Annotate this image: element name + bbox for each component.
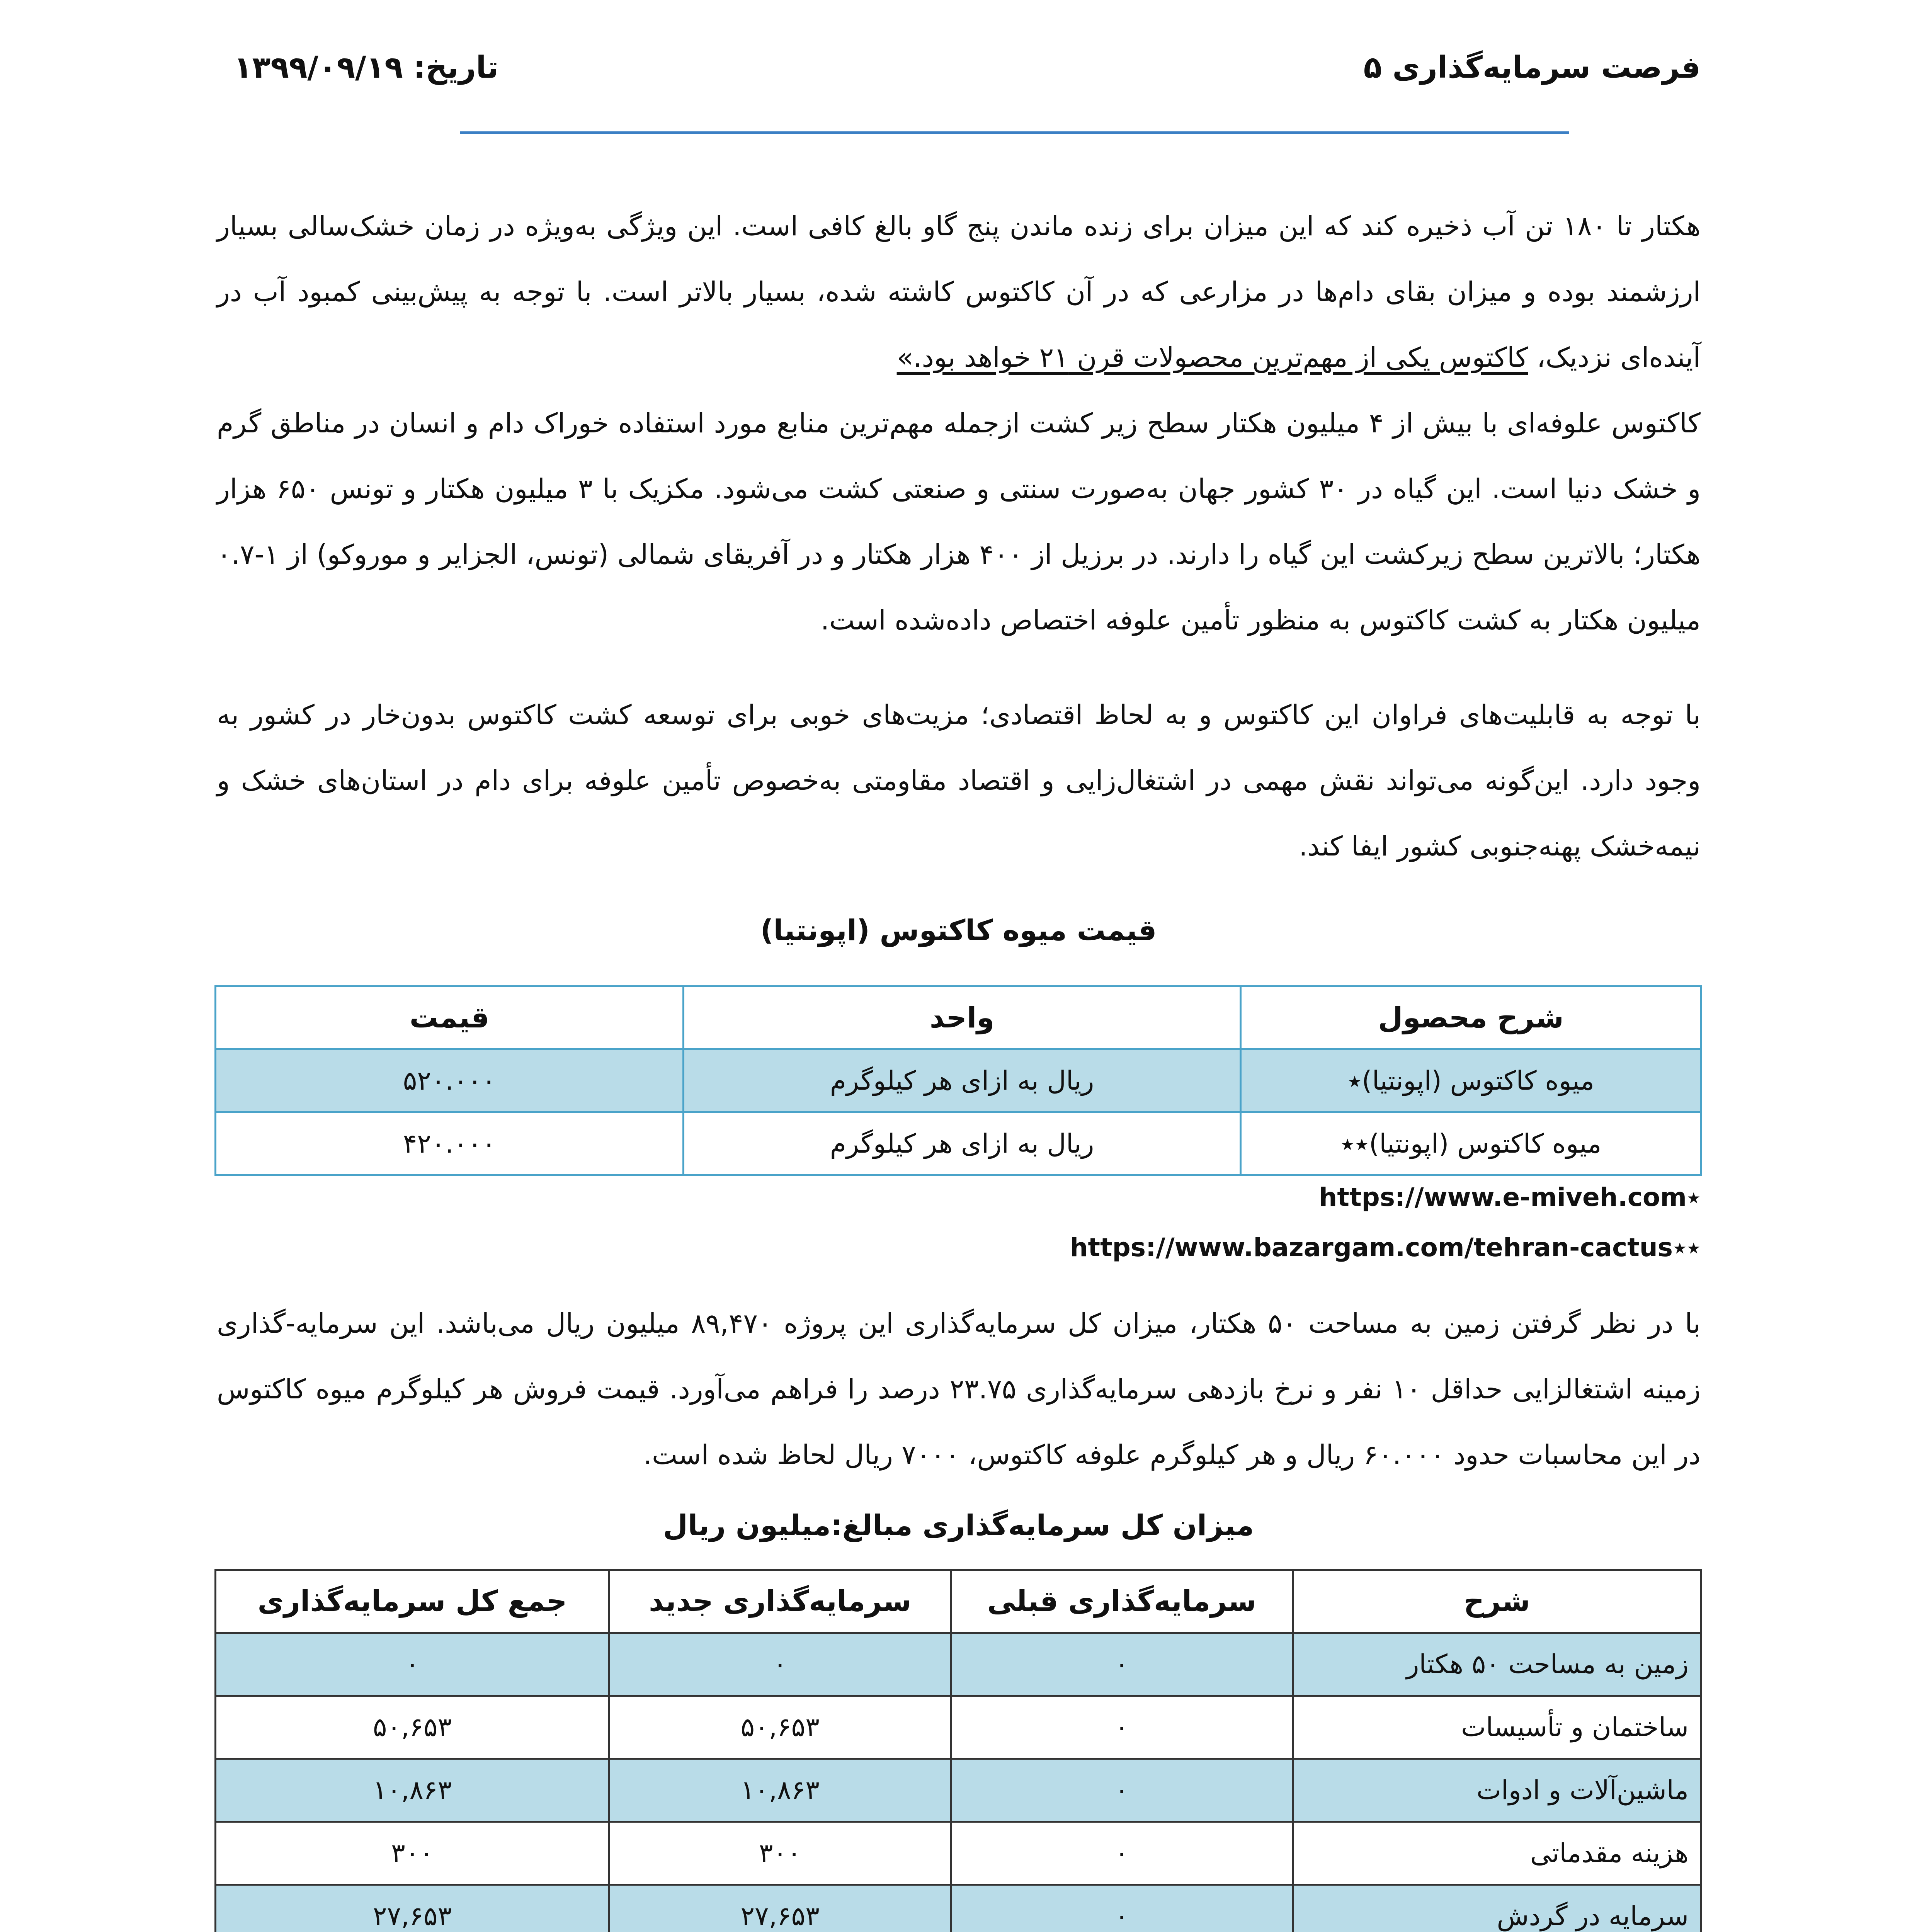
table-row — [216, 1696, 1701, 1759]
table-header-cell: قیمت — [216, 986, 684, 1049]
source-link-1[interactable]: https://www.e-miveh.com٭ — [1319, 1182, 1701, 1212]
table-cell: ۱۰,۸۶۳ — [216, 1759, 609, 1822]
table-cell: میوه کاکتوس (اپونتیا)٭ — [1241, 1049, 1701, 1112]
table-cell: ریال به ازای هر کیلوگرم — [684, 1049, 1241, 1112]
table-cell: ۰ — [951, 1633, 1293, 1696]
table-header-cell: جمع کل سرمایه‌گذاری — [216, 1570, 609, 1633]
price-table-caption: قیمت میوه کاکتوس (اپونتیا) — [760, 914, 1157, 947]
table-cell: ساختمان و تأسیسات — [1293, 1696, 1701, 1759]
table-cell: ۰ — [609, 1633, 951, 1696]
investment-table — [214, 1569, 1702, 1932]
table-cell: ۵۰,۶۵۳ — [609, 1696, 951, 1759]
table-cell: سرمایه در گردش — [1293, 1885, 1701, 1932]
document-date: تاریخ: ۱۳۹۹/۰۹/۱۹ — [234, 50, 499, 85]
price-table — [214, 985, 1702, 1176]
table-cell: ۵۰,۶۵۳ — [216, 1696, 609, 1759]
table-row — [216, 1759, 1701, 1822]
table-header-row — [216, 986, 1701, 1049]
paragraph-text: هکتار تا ۱۸۰ تن آب ذخیره کند که این میزان برای زنده ماندن پنج گاو بالغ کافی است. این ویژگی به‌ویژه در زمان خشک‌سالی بسیار ارزشمند بوده و میزان بقای دام‌ها در مزارعی که در آن کاکتوس کاشته شده، بسیار بالاتر است. با توجه به پیش‌بینی کمبود آب در آینده‌ای نزدیک، — [217, 210, 1701, 373]
table-header-cell: سرمایه‌گذاری قبلی — [951, 1570, 1293, 1633]
table-header-row — [216, 1570, 1701, 1633]
source-link-2[interactable]: https://www.bazargam.com/tehran-cactus٭٭ — [1070, 1233, 1701, 1262]
table-row — [216, 1822, 1701, 1885]
table-cell: ۰ — [951, 1759, 1293, 1822]
paragraph-economic-advantages: با توجه به قابلیت‌های فراوان این کاکتوس و به لحاظ اقتصادی؛ مزیت‌های خوبی برای توسعه کشت کاکتوس بدون‌خار در کشور به وجود دارد. این‌گونه می‌تواند نقش مهمی در اشتغال‌زایی و اقتصاد مقاومتی به‌خصوص تأمین علوفه برای دام در استان‌های خشک و نیمه‌خشک پهنه‌جنوبی کشور ایفا کند. — [217, 699, 1701, 862]
underlined-quote: کاکتوس یکی از مهم‌ترین محصولات قرن ۲۱ خواهد بود.» — [896, 342, 1528, 373]
table-row — [216, 1049, 1701, 1112]
table-cell: هزینه مقدماتی — [1293, 1822, 1701, 1885]
table-cell: ماشین‌آلات و ادوات — [1293, 1759, 1701, 1822]
table-cell: ۱۰,۸۶۳ — [609, 1759, 951, 1822]
investment-table-caption: میزان کل سرمایه‌گذاری مبالغ:میلیون ریال — [663, 1509, 1254, 1542]
table-cell: ۰ — [951, 1885, 1293, 1932]
table-cell: ۰ — [951, 1696, 1293, 1759]
document-title: فرصت سرمایه‌گذاری ۵ — [1363, 50, 1701, 85]
table-header-cell: شرح محصول — [1241, 986, 1701, 1049]
table-cell: ریال به ازای هر کیلوگرم — [684, 1112, 1241, 1175]
table-cell: میوه کاکتوس (اپونتیا)٭٭ — [1241, 1112, 1701, 1175]
table-cell: ۴۲۰.۰۰۰ — [216, 1112, 684, 1175]
table-row — [216, 1885, 1701, 1932]
table-cell: ۰ — [951, 1822, 1293, 1885]
table-header-cell: واحد — [684, 986, 1241, 1049]
table-cell: ۲۷,۶۵۳ — [216, 1885, 609, 1932]
paragraph-forage-cactus: کاکتوس علوفه‌ای با بیش از ۴ میلیون هکتار سطح زیر کشت ازجمله مهم‌ترین منابع مورد استفاده خوراک دام و انسان در مناطق گرم و خشک دنیا است. این گیاه در ۳۰ کشور جهان به‌صورت سنتی و صنعتی کشت می‌شود. مکزیک با ۳ میلیون هکتار و تونس ۶۵۰ هزار هکتار؛ بالاترین سطح زیرکشت این گیاه را دارند. در برزیل از ۴۰۰ هزار هکتار و در آفریقای شمالی (تونس، الجزایر و موروکو) از ۱-۰.۷ میلیون هکتار به کشت کاکتوس به منظور تأمین علوفه اختصاص داده‌شده است. — [217, 407, 1701, 636]
table-header-cell: سرمایه‌گذاری جدید — [609, 1570, 951, 1633]
table-cell: ۳۰۰ — [609, 1822, 951, 1885]
table-cell: ۰ — [216, 1633, 609, 1696]
table-cell: ۲۷,۶۵۳ — [609, 1885, 951, 1932]
table-cell: ۵۲۰.۰۰۰ — [216, 1049, 684, 1112]
paragraph-water-storage — [217, 193, 1701, 390]
paragraph-investment-summary: با در نظر گرفتن زمین به مساحت ۵۰ هکتار، میزان کل سرمایه‌گذاری این پروژه ۸۹,۴۷۰ میلیون ریال می‌باشد. این سرمایه-گذاری زمینه اشتغالزایی حداقل ۱۰ نفر و نرخ بازدهی سرمایه‌گذاری ۲۳.۷۵ درصد را فراهم می‌آورد. قیمت فروش هر کیلوگرم میوه کاکتوس در این محاسبات حدود ۶۰.۰۰۰ ریال و هر کیلوگرم علوفه کاکتوس، ۷۰۰۰ ریال لحاظ شده است. — [217, 1308, 1701, 1471]
table-cell: زمین به مساحت ۵۰ هکتار — [1293, 1633, 1701, 1696]
table-header-cell: شرح — [1293, 1570, 1701, 1633]
table-row — [216, 1112, 1701, 1175]
table-cell: ۳۰۰ — [216, 1822, 609, 1885]
header-divider — [460, 131, 1569, 134]
table-row — [216, 1633, 1701, 1696]
